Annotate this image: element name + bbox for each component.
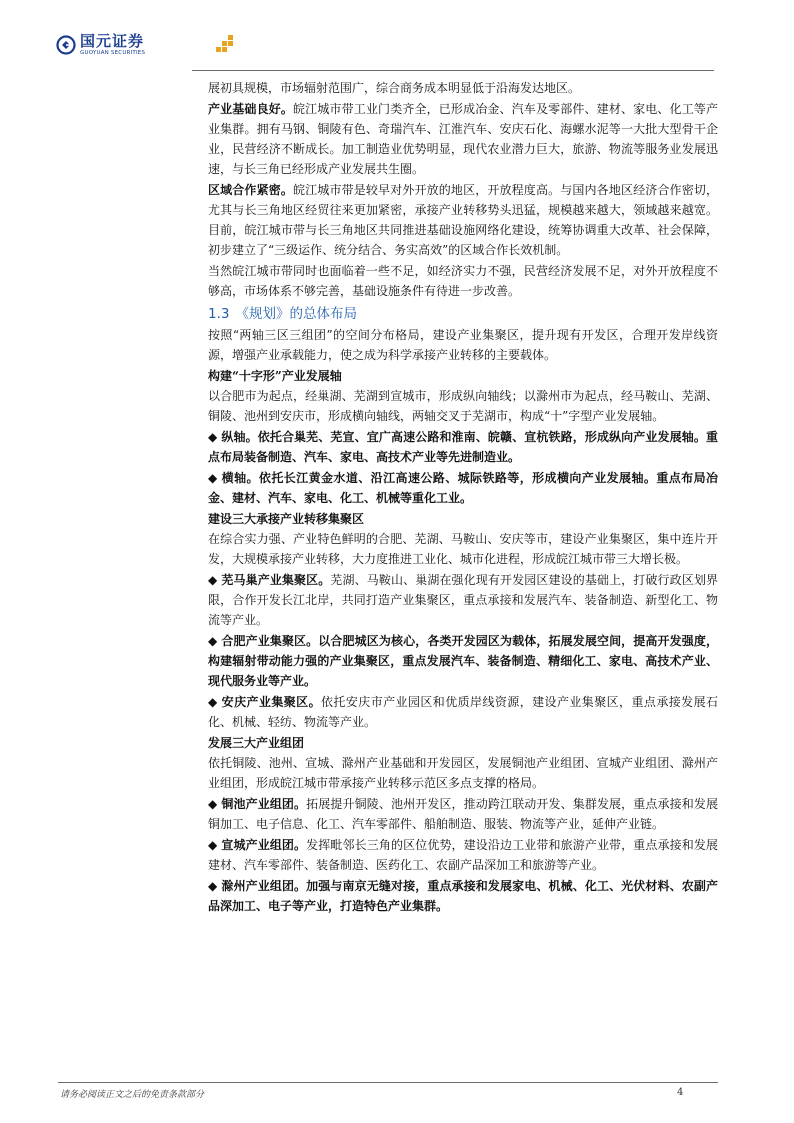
bullet-text: 依托安庆市产业园区和优质岸线资源，建设产业集聚区，重点承接发展石化、机械、轻纺、物流等产业。 bbox=[208, 695, 718, 729]
bullet-item bbox=[208, 876, 718, 916]
logo-dots-icon bbox=[214, 35, 238, 57]
bullet-text: 纵轴。依托合巢芜、芜宣、宜广高速公路和淮南、皖赣、宣杭铁路，形成纵向产业发展轴。重点布局装备制造、汽车、家电、高技术产业等先进制造业。 bbox=[208, 430, 718, 464]
paragraph: 依托铜陵、池州、宣城、滁州产业基础和开发园区，发展铜池产业组团、宣城产业组团、滁州产业组团，形成皖江城市带承接产业转移示范区多点支撑的格局。 bbox=[208, 756, 718, 790]
header-divider bbox=[192, 70, 714, 71]
paragraph: 按照“两轴三区三组团”的空间分布格局，建设产业集聚区，提升现有开发区，合理开发岸线资源，增强产业承载能力，使之成为科学承接产业转移的主要载体。 bbox=[208, 328, 718, 362]
paragraph-lead: 产业基础良好。 bbox=[208, 102, 294, 116]
subheading: 构建“十字形”产业发展轴 bbox=[208, 369, 342, 383]
bullet-lead: 安庆产业集聚区。 bbox=[221, 695, 322, 709]
diamond-bullet-icon: ◆ bbox=[208, 879, 218, 893]
bullet-text: 芜湖、马鞍山、巢湖在强化现有开发园区建设的基础上，打破行政区划界限，合作开发长江北岸，共同打造产业集聚区，重点承接和发展汽车、装备制造、新型化工、物流等产业。 bbox=[208, 573, 718, 627]
paragraph-text: 皖江城市带工业门类齐全，已形成冶金、汽车及零部件、建材、家电、化工等产业集群。拥有马钢、铜陵有色、奇瑞汽车、江淮汽车、安庆石化、海螺水泥等一大批大型骨干企业，民营经济不断成长。加工制造业优势明显，现代农业潜力巨大，旅游、物流等服务业发展迅速，与长三角已经形成产业发展共生圈。 bbox=[208, 102, 718, 176]
logo-chinese-name: 国元证券 bbox=[80, 31, 145, 50]
bullet-item bbox=[208, 835, 718, 875]
bullet-item bbox=[208, 631, 718, 691]
diamond-bullet-icon: ◆ bbox=[208, 430, 218, 444]
bullet-text: 发挥毗邻长三角的区位优势，建设沿边工业带和旅游产业带，重点承接和发展建材、汽车零部件、装备制造、医药化工、农副产品深加工和旅游等产业。 bbox=[208, 838, 718, 872]
paragraph: 当然皖江城市带同时也面临着一些不足，如经济实力不强，民营经济发展不足，对外开放程度不够高，市场体系不够完善，基础设施条件有待进一步改善。 bbox=[208, 264, 718, 298]
logo-english-name: GUOYUAN SECURITIES bbox=[80, 49, 146, 56]
diamond-bullet-icon: ◆ bbox=[208, 573, 218, 587]
bullet-text: 横轴。依托长江黄金水道、沿江高速公路、城际铁路等，形成横向产业发展轴。重点布局冶金、建材、汽车、家电、化工、机械等重化工业。 bbox=[208, 471, 718, 505]
bullet-item bbox=[208, 794, 718, 834]
paragraph-lead: 区域合作紧密。 bbox=[208, 183, 294, 197]
subheading: 发展三大产业组团 bbox=[208, 736, 305, 750]
section-title: 《规划》的总体布局 bbox=[235, 306, 357, 322]
diamond-bullet-icon: ◆ bbox=[208, 838, 218, 852]
bullet-item bbox=[208, 427, 718, 467]
bullet-item bbox=[208, 692, 718, 732]
report-body bbox=[208, 78, 718, 917]
paragraph: 在综合实力强、产业特色鲜明的合肥、芜湖、马鞍山、安庆等市，建设产业集聚区，集中连片开发，大规模承接产业转移，大力度推进工业化、城市化进程，形成皖江城市带三大增长极。 bbox=[208, 532, 718, 566]
section-number: 1.3 bbox=[208, 306, 230, 322]
bullet-lead: 芜马巢产业集聚区。 bbox=[221, 573, 331, 587]
bullet-item bbox=[208, 468, 718, 508]
disclaimer-note: 请务必阅读正文之后的免责条款部分 bbox=[60, 1090, 205, 1100]
page-number: 4 bbox=[677, 1087, 684, 1098]
diamond-bullet-icon: ◆ bbox=[208, 471, 218, 485]
paragraph-industry-base bbox=[208, 99, 718, 179]
page-header bbox=[0, 0, 794, 70]
paragraph-regional-cooperation bbox=[208, 180, 718, 260]
subheading: 建设三大承接产业转移集聚区 bbox=[208, 512, 365, 526]
bullet-text: 拓展提升铜陵、池州开发区，推动跨江联动开发、集群发展，重点承接和发展铜加工、电子信息、化工、汽车零部件、船舶制造、服装、物流等产业，延伸产业链。 bbox=[208, 797, 718, 831]
paragraph-text: 皖江城市带是较早对外开放的地区，开放程度高。与国内各地区经济合作密切，尤其与长三角地区经贸往来更加紧密，承接产业转移势头迅猛，规模越来越大，领域越来越宽。目前，皖江城市带与长三角地区共同推进基础设施网络化建设，统筹协调重大改革、社会保障，初步建立了“三级运作、统分结合、务实高效”的区域合作长效机制。 bbox=[208, 183, 718, 257]
section-heading bbox=[208, 303, 718, 325]
paragraph: 以合肥市为起点，经巢湖、芜湖到宣城市，形成纵向轴线；以滁州市为起点，经马鞍山、芜湖、铜陵、池州到安庆市，形成横向轴线，两轴交叉于芜湖市，构成“十”字型产业发展轴。 bbox=[208, 389, 718, 423]
diamond-bullet-icon: ◆ bbox=[208, 797, 218, 811]
bullet-text: 合肥产业集聚区。以合肥城区为核心，各类开发园区为载体，拓展发展空间，提高开发强度，构建辐射带动能力强的产业集聚区，重点发展汽车、装备制造、精细化工、家电、高技术产业、现代服务业等产业。 bbox=[208, 634, 718, 688]
diamond-bullet-icon: ◆ bbox=[208, 695, 218, 709]
footer-divider bbox=[58, 1082, 718, 1083]
diamond-bullet-icon: ◆ bbox=[208, 634, 218, 648]
bullet-lead: 宣城产业组团。 bbox=[221, 838, 307, 852]
bullet-lead: 铜池产业组团。 bbox=[221, 797, 307, 811]
guoyuan-logo-icon bbox=[56, 35, 76, 55]
bullet-text: 滁州产业组团。加强与南京无缝对接，重点承接和发展家电、机械、化工、光伏材料、农副产品深加工、电子等产业，打造特色产业集群。 bbox=[208, 879, 718, 913]
paragraph: 展初具规模，市场辐射范围广，综合商务成本明显低于沿海发达地区。 bbox=[208, 81, 581, 95]
company-logo bbox=[56, 33, 145, 57]
bullet-item bbox=[208, 570, 718, 630]
